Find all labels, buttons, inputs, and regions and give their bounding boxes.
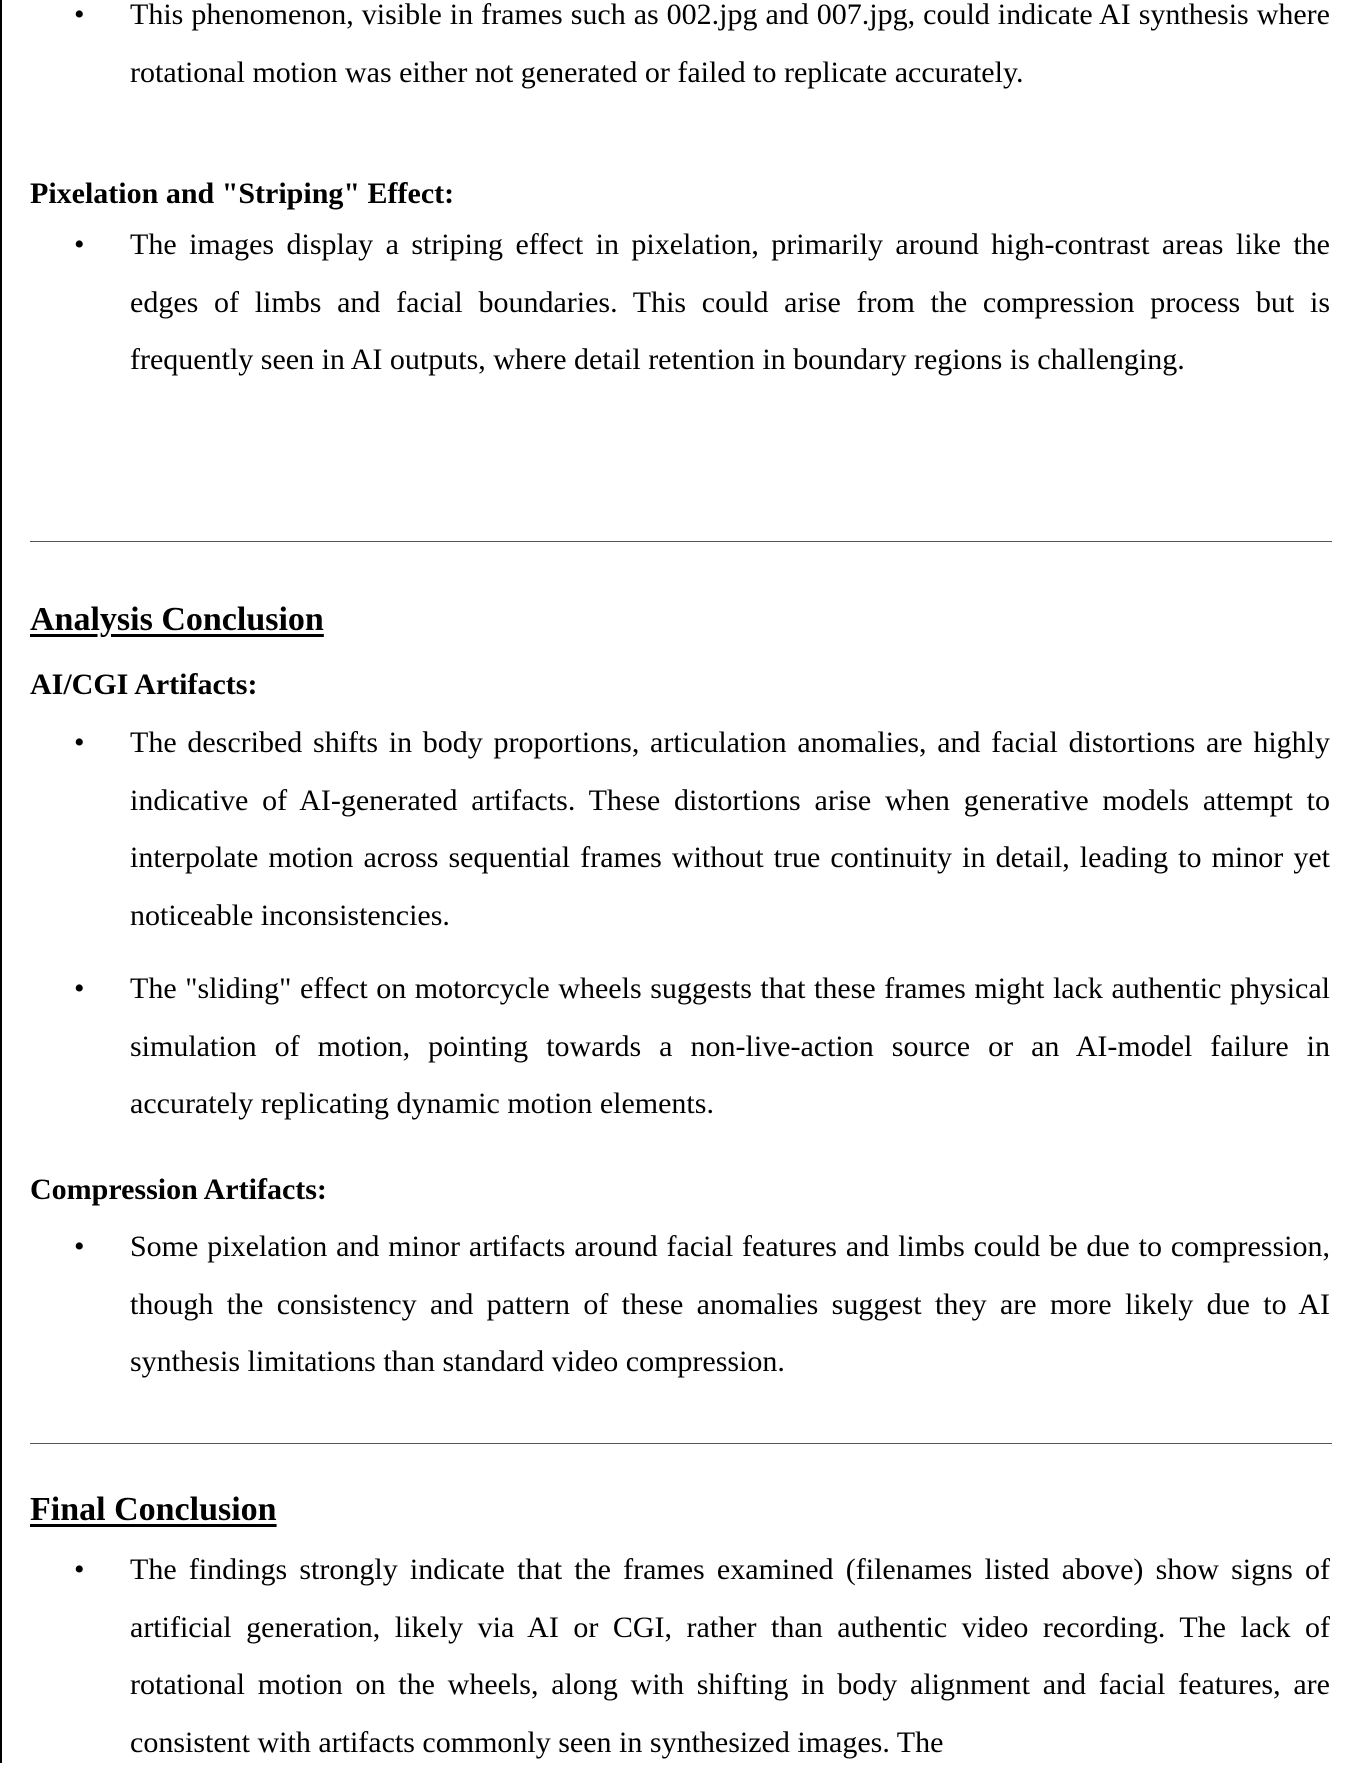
list-item-text: The images display a striping effect in pixelation, primarily around high-contrast areas like the edges of limbs and facial boundaries. This could arise from the compression process but is frequently seen in AI outputs, where detail retention in boundary regions is challenging. — [130, 228, 1330, 376]
subsection-heading: Pixelation and "Striping" Effect: — [30, 177, 455, 210]
list-item-text: The "sliding" effect on motorcycle wheels suggests that these frames might lack authentic physical simulation of motion, pointing towards a non-live-action source or an AI-model failure in accurately replicating dynamic motion elements. — [130, 972, 1330, 1120]
list-item — [30, 216, 1330, 389]
section-divider — [30, 541, 1332, 542]
list-item-text: The described shifts in body proportions, articulation anomalies, and facial distortions are highly indicative of AI-generated artifacts. These distortions arise when generative models attempt to interpolate motion across sequential frames without true continuity in detail, leading to minor yet noticeable inconsistencies. — [130, 726, 1330, 932]
list-item — [30, 1541, 1330, 1771]
bullet-glyph: • — [74, 972, 85, 1005]
section-title: Final Conclusion — [30, 1491, 277, 1528]
section-divider — [30, 1443, 1332, 1444]
subsection-heading: Compression Artifacts: — [30, 1173, 327, 1206]
list-item-text: Some pixelation and minor artifacts around facial features and limbs could be due to compression, though the consistency and pattern of these anomalies suggest they are more likely due to AI synthesis limitations than standard video compression. — [130, 1230, 1330, 1378]
list-item — [30, 0, 1330, 101]
list-item — [30, 1218, 1330, 1391]
bullet-glyph: • — [74, 228, 85, 261]
list-item-text: This phenomenon, visible in frames such as 002.jpg and 007.jpg, could indicate AI synthesis where rotational motion was either not generated or failed to replicate accurately. — [130, 0, 1330, 89]
list-item-text: The findings strongly indicate that the frames examined (filenames listed above) show signs of artificial generation, likely via AI or CGI, rather than authentic video recording. The lack of rotational motion on the wheels, along with shifting in body alignment and facial features, are consistent with artifacts commonly seen in synthesized images. The — [130, 1553, 1330, 1759]
list-item — [30, 960, 1330, 1133]
page-left-border — [0, 0, 2, 1763]
subsection-heading: AI/CGI Artifacts: — [30, 668, 258, 701]
section-title: Analysis Conclusion — [30, 601, 324, 638]
bullet-glyph: • — [74, 726, 85, 759]
bullet-glyph: • — [74, 1553, 85, 1586]
list-item — [30, 714, 1330, 944]
bullet-glyph: • — [74, 0, 85, 31]
bullet-glyph: • — [74, 1230, 85, 1263]
